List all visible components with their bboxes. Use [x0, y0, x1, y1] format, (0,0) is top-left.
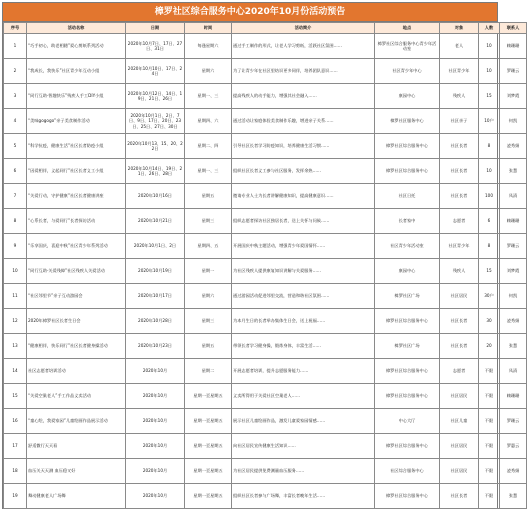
cell-target: 社区亲子: [440, 109, 479, 134]
cell-desc: 为了让青少年在社区里结识更多同伴，培养团队意识……: [232, 59, 375, 84]
cell-place: 社区青少年活动室: [375, 234, 440, 259]
cell-contact: 赖珊珊: [500, 384, 527, 409]
cell-contact: 凌秀娟: [500, 134, 527, 159]
cell-place: 社区日托: [375, 184, 440, 209]
cell-desc: 引导社区长者学习防疫知识，培养健康生活习惯……: [232, 134, 375, 159]
cell-desc: 开展志愿者培训，提升志愿服务能力……: [232, 359, 375, 384]
cell-place: 樟罗社区综合服务中心: [375, 359, 440, 384]
cell-date: 2020年10月: [126, 434, 185, 459]
table-row: [4, 234, 527, 259]
cell-target: 残疾人: [440, 259, 479, 284]
table-row: [4, 384, 527, 409]
cell-contact: 赖珊珊: [500, 34, 527, 59]
cell-no: 19: [4, 484, 27, 509]
header-no: 序号: [4, 23, 27, 34]
cell-target: 社区长者: [440, 159, 479, 184]
cell-place: 社区综合服务中心: [375, 459, 440, 484]
cell-count: 8: [479, 234, 500, 259]
cell-count: 不限: [479, 384, 500, 409]
table-row: [4, 284, 527, 309]
cell-count: 15: [479, 84, 500, 109]
cell-no: 17: [4, 434, 27, 459]
table-row: [4, 34, 527, 59]
header-date: 日期: [126, 23, 185, 34]
cell-count: 30: [479, 309, 500, 334]
cell-date: 2020年10月14日、19日、21日、26日、28日: [126, 159, 185, 184]
cell-desc: 邀请专业人士为长者讲解健康知识，提高健康意识……: [232, 184, 375, 209]
cell-target: 志愿者: [440, 359, 479, 384]
cell-contact: 何凯: [500, 284, 527, 309]
cell-time: 星期五: [185, 184, 232, 209]
cell-date: 2020年10月: [126, 459, 185, 484]
cell-no: 16: [4, 409, 27, 434]
cell-date: 2020年10月28日: [126, 309, 185, 334]
cell-count: 8: [479, 134, 500, 159]
cell-time: 星期一、三: [185, 159, 232, 184]
cell-time: 星期二: [185, 359, 232, 384]
table-header-row: [4, 23, 527, 34]
cell-target: 社区长者: [440, 134, 479, 159]
cell-contact: 刘梦霞: [500, 84, 527, 109]
cell-name: “同行互助·智趣快乐”残疾人手工DIY小组: [27, 84, 126, 109]
cell-place: 康园中心: [375, 84, 440, 109]
cell-count: 15: [479, 259, 500, 284]
table-row: [4, 109, 527, 134]
cell-place: 长者家中: [375, 209, 440, 234]
cell-place: 樟罗社区服务中心: [375, 109, 440, 134]
header-target: 对象: [440, 23, 479, 34]
cell-contact: 罗惠云: [500, 434, 527, 459]
cell-desc: 为社区居民提供免费测量血压服务……: [232, 459, 375, 484]
cell-name: “因爱相伴，义起同行”社区长者义工小组: [27, 159, 126, 184]
table-row: [4, 134, 527, 159]
cell-time: 星期一至星期五: [185, 434, 232, 459]
cell-no: 18: [4, 459, 27, 484]
cell-date: 2020年10月: [126, 409, 185, 434]
cell-contact: 凤清: [500, 359, 527, 384]
cell-no: 8: [4, 209, 27, 234]
cell-name: “巧手初心，助老相随”爱心剪纸系列活动: [27, 34, 126, 59]
cell-desc: 为本月生日的长者举办集体生日会，送上祝福……: [232, 309, 375, 334]
table-row: [4, 259, 527, 284]
cell-place: 中心大厅: [375, 409, 440, 434]
header-place: 地点: [375, 23, 440, 34]
cell-time: 星期一至星期五: [185, 484, 232, 509]
cell-place: 樟罗社区综合服务中心: [375, 134, 440, 159]
table-row: [4, 59, 527, 84]
cell-time: 星期一、三: [185, 84, 232, 109]
cell-time: 星期一至星期五: [185, 409, 232, 434]
cell-target: 残疾人: [440, 84, 479, 109]
cell-time: 星期三: [185, 309, 232, 334]
header-desc: 活动简介: [232, 23, 375, 34]
table-row: [4, 209, 527, 234]
cell-date: 2020年10月19日: [126, 259, 185, 284]
cell-place: 康园中心: [375, 259, 440, 284]
cell-contact: 罗珊云: [500, 59, 527, 84]
table-row: [4, 184, 527, 209]
header-contact: 联系人: [500, 23, 527, 34]
cell-place: 樟罗社区综合服务中心: [375, 159, 440, 184]
cell-target: 社区长者: [440, 334, 479, 359]
cell-date: 2020年10月17日: [126, 284, 185, 309]
table-row: [4, 484, 527, 509]
cell-time: 星期一至星期五: [185, 384, 232, 409]
cell-contact: 罗珊云: [500, 409, 527, 434]
cell-desc: 义卖所得用于关爱社区空巢老人……: [232, 384, 375, 409]
table-row: [4, 359, 527, 384]
cell-name: “同行互助·关爱残障”社区残疾人关爱活动: [27, 259, 126, 284]
cell-place: 樟罗社区综合服务中心: [375, 384, 440, 409]
cell-desc: 提高残疾人的动手能力，增强其社会融入……: [232, 84, 375, 109]
table-row: [4, 334, 527, 359]
cell-place: 樟罗社区综合服务中心: [375, 434, 440, 459]
cell-name: “科学抗疫，健康生活”社区长者防疫小组: [27, 134, 126, 159]
cell-time: 星期一至星期五: [185, 459, 232, 484]
cell-name: “健康相伴，快乐同行”社区长者健身操活动: [27, 334, 126, 359]
cell-date: 2020年10月10日、17日、24日: [126, 59, 185, 84]
event-table: [3, 22, 527, 509]
cell-no: 14: [4, 359, 27, 384]
cell-time: 星期四、六: [185, 109, 232, 134]
cell-name: “美味gogogo”亲子美食制作活动: [27, 109, 126, 134]
cell-name: “关爱行动，守护健康”社区长者健康讲座: [27, 184, 126, 209]
cell-desc: 开展国庆中秋主题活动，增强青少年爱国情怀……: [232, 234, 375, 259]
cell-target: 社区居民: [440, 384, 479, 409]
cell-no: 2: [4, 59, 27, 84]
cell-name: “童心绘，我爱家园”儿童绘画作品展示活动: [27, 409, 126, 434]
cell-name: “我成长，我快乐”社区青少年互动小组: [27, 59, 126, 84]
cell-name: 舞动健康老人广场舞: [27, 484, 126, 509]
cell-place: 樟罗社区综合服务中心青少年活动室: [375, 34, 440, 59]
cell-date: 2020年10月12日、14日、19日、21日、26日: [126, 84, 185, 109]
page-title: 樟罗社区综合服务中心2020年10月份活动预告: [3, 3, 497, 22]
cell-time: 星期六: [185, 59, 232, 84]
table-row: [4, 309, 527, 334]
cell-contact: 张慧: [500, 484, 527, 509]
cell-name: “社区邻里节”亲子互动游园会: [27, 284, 126, 309]
cell-target: 社区居民: [440, 284, 479, 309]
cell-count: 100: [479, 184, 500, 209]
cell-name: “乐享国庆，喜迎中秋”社区青少年系列活动: [27, 234, 126, 259]
cell-count: 20: [479, 334, 500, 359]
cell-desc: 向社区居民宣传健康生活知识……: [232, 434, 375, 459]
cell-contact: 凌秀娟: [500, 309, 527, 334]
cell-no: 5: [4, 134, 27, 159]
cell-date: 2020年10月7日、17日、27日、31日: [126, 34, 185, 59]
cell-desc: 通过游园活动促进邻里交流，营造和谐社区氛围……: [232, 284, 375, 309]
cell-date: 2020年10月13、15、20、22日: [126, 134, 185, 159]
cell-count: 10: [479, 59, 500, 84]
header-count: 人数: [479, 23, 500, 34]
cell-target: 社区长者: [440, 484, 479, 509]
table-row: [4, 459, 527, 484]
cell-target: 志愿者: [440, 209, 479, 234]
cell-time: 星期五: [185, 334, 232, 359]
cell-no: 15: [4, 384, 27, 409]
cell-place: 社区青少年中心: [375, 59, 440, 84]
table-row: [4, 409, 527, 434]
cell-name: 2020年樟罗社区长者生日会: [27, 309, 126, 334]
cell-name: 舒适微行天天看: [27, 434, 126, 459]
cell-desc: 带领长者学习健身操，锻炼身体，丰富生活……: [232, 334, 375, 359]
cell-count: 不限: [479, 359, 500, 384]
cell-count: 不限: [479, 459, 500, 484]
cell-contact: 凤清: [500, 184, 527, 209]
cell-name: 社区志愿者培训活动: [27, 359, 126, 384]
cell-date: 2020年10月: [126, 359, 185, 384]
cell-date: 2020年10月16日: [126, 184, 185, 209]
cell-name: “关爱空巢老人”手工作品义卖活动: [27, 384, 126, 409]
table-row: [4, 84, 527, 109]
cell-no: 3: [4, 84, 27, 109]
cell-time: 星期一: [185, 259, 232, 284]
cell-count: 10户: [479, 109, 500, 134]
cell-no: 1: [4, 34, 27, 59]
cell-no: 9: [4, 234, 27, 259]
cell-desc: 组织社区长者义工参与社区服务，发挥余热……: [232, 159, 375, 184]
cell-contact: 张慧: [500, 159, 527, 184]
cell-target: 老人: [440, 34, 479, 59]
cell-time: 星期二、四: [185, 134, 232, 159]
cell-contact: 张慧: [500, 334, 527, 359]
cell-desc: 组织社区长者参与广场舞，丰富长者晚年生活……: [232, 484, 375, 509]
cell-desc: 为社区残疾人提供康复知识讲解与关爱服务……: [232, 259, 375, 284]
cell-no: 10: [4, 259, 27, 284]
cell-contact: 赖珊珊: [500, 209, 527, 234]
cell-count: 不限: [479, 409, 500, 434]
table-row: [4, 159, 527, 184]
cell-date: 2020年10月1日、2日、7日、9日、17日、20日、23日、25日、27日、30日: [126, 109, 185, 134]
cell-count: 不限: [479, 484, 500, 509]
cell-time: 星期三: [185, 209, 232, 234]
cell-count: 10: [479, 159, 500, 184]
cell-place: 樟罗社区综合服务中心: [375, 309, 440, 334]
cell-target: 社区居民: [440, 434, 479, 459]
cell-target: 社区青少年: [440, 59, 479, 84]
cell-no: 12: [4, 309, 27, 334]
cell-no: 7: [4, 184, 27, 209]
cell-count: 6: [479, 209, 500, 234]
cell-name: “心系长者，与爱同行”长者探访活动: [27, 209, 126, 234]
cell-count: 不限: [479, 434, 500, 459]
cell-contact: 罗珊云: [500, 234, 527, 259]
cell-place: 樟罗社区广场: [375, 284, 440, 309]
cell-time: 星期四、五: [185, 234, 232, 259]
cell-target: 社区长者: [440, 309, 479, 334]
cell-desc: 组织志愿者探访社区独居长者，送上关怀与问候……: [232, 209, 375, 234]
cell-name: 血压关天天测 血压稳又好: [27, 459, 126, 484]
cell-place: 樟罗社区综合服务中心: [375, 484, 440, 509]
cell-desc: 通过手工制作的形式，让老人学习剪纸，活跃社区氛围……: [232, 34, 375, 59]
cell-no: 11: [4, 284, 27, 309]
cell-desc: 展示社区儿童绘画作品，激发儿童爱家园情感……: [232, 409, 375, 434]
cell-count: 30户: [479, 284, 500, 309]
cell-contact: 何凯: [500, 109, 527, 134]
cell-contact: 凌秀娟: [500, 459, 527, 484]
header-time: 时间: [185, 23, 232, 34]
table-row: [4, 434, 527, 459]
cell-place: 樟罗社区广场: [375, 334, 440, 359]
cell-target: 社区青少年: [440, 234, 479, 259]
cell-target: 社区长者: [440, 184, 479, 209]
cell-no: 13: [4, 334, 27, 359]
cell-date: 2020年10月: [126, 484, 185, 509]
cell-count: 10: [479, 34, 500, 59]
cell-time: 每逢星期六: [185, 34, 232, 59]
cell-contact: 刘梦霞: [500, 259, 527, 284]
cell-date: 2020年10月23日: [126, 334, 185, 359]
cell-date: 2020年10月21日: [126, 209, 185, 234]
cell-no: 4: [4, 109, 27, 134]
cell-time: 星期六: [185, 284, 232, 309]
cell-target: 社区居民: [440, 459, 479, 484]
cell-target: 社区儿童: [440, 409, 479, 434]
cell-desc: 通过活动让家庭体验美食制作乐趣，增进亲子关系……: [232, 109, 375, 134]
cell-date: 2020年10月1日、2日: [126, 234, 185, 259]
event-schedule-sheet: [2, 2, 520, 509]
cell-no: 6: [4, 159, 27, 184]
header-name: 活动名称: [27, 23, 126, 34]
cell-date: 2020年10月: [126, 384, 185, 409]
